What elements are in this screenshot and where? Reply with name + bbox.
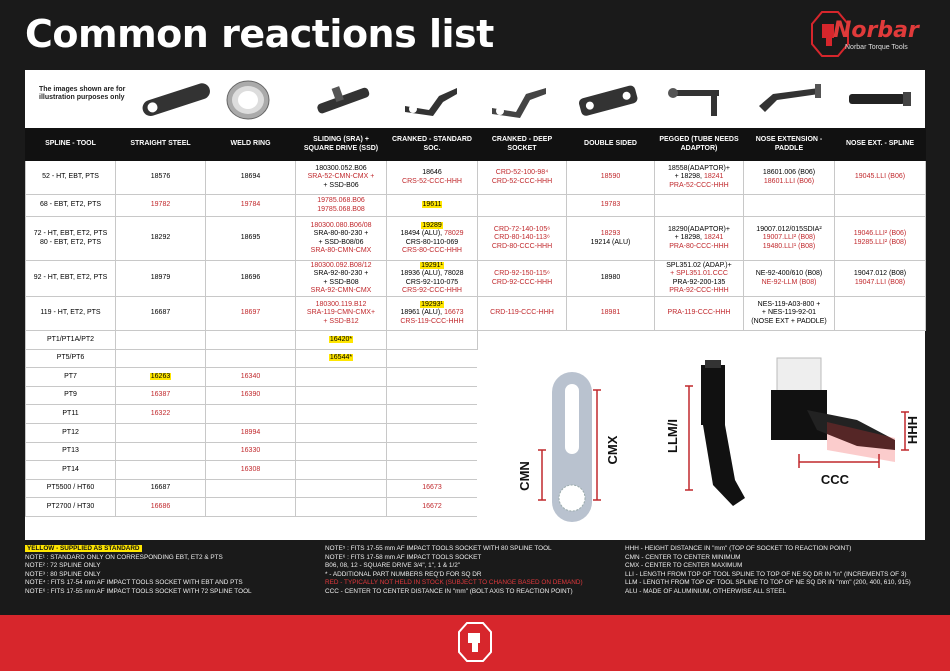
part-number: 19783: [600, 201, 621, 209]
part-number: SRA-92-CMN-CMX: [310, 286, 372, 294]
part-number: 19785.068.B06: [317, 197, 365, 205]
column-header: PEGGED (TUBE NEEDS ADAPTOR): [655, 129, 744, 161]
note-line: [25, 554, 325, 563]
part-number: + SSD-B12: [323, 317, 359, 325]
part-number: (NOSE EXT + PADDLE): [751, 317, 827, 325]
cranked-deep-cell: [478, 217, 567, 261]
part-number: 19047.012 (B08): [853, 270, 907, 278]
part-number-red: 18241: [703, 173, 724, 181]
part-number: SRA-52-CMN-CMX +: [307, 173, 375, 181]
sliding-cell: [296, 405, 387, 424]
pegged-cell: [655, 161, 744, 195]
part-number: 16330: [240, 447, 261, 455]
part-number: + 18298, 18241: [674, 234, 724, 242]
column-header: CRANKED - STANDARD SOC.: [387, 129, 478, 161]
spline-tool-cell: PT5500 / HT60: [26, 479, 116, 498]
column-header: CRANKED - DEEP SOCKET: [478, 129, 567, 161]
cranked-deep-image: [488, 76, 550, 122]
cranked-std-cell: [387, 405, 478, 424]
part-number: 19007.012/015SDIA²: [756, 226, 822, 234]
part-number: + 18298, 18241: [674, 173, 724, 181]
part-number: SRA-92-80-230 +: [313, 270, 369, 278]
part-number: 19045.LLI (B06): [854, 173, 906, 181]
note-text: NOTE⁶ : FITS 17-55 mm AF IMPACT TOOLS SOCKET WITH 72 SPLINE TOOL: [25, 587, 252, 595]
part-number: CRS-92-110-075: [405, 278, 459, 286]
sliding-cell: [296, 423, 387, 442]
cranked-std-cell: [387, 217, 478, 261]
table-header-row: [26, 129, 926, 161]
note-text: NOTE¹ : STANDARD ONLY ON CORRESPONDING EBT, ET2 & PTS: [25, 553, 223, 561]
note-line: [25, 545, 325, 554]
weld-cell: [206, 479, 296, 498]
part-number: 16686: [150, 503, 171, 511]
straight-cell: [116, 479, 206, 498]
note-line: [25, 588, 325, 597]
column-header: STRAIGHT STEEL: [116, 129, 206, 161]
cranked-std-cell: [387, 349, 478, 368]
cranked-std-cell: [387, 461, 478, 480]
note-line: [325, 562, 625, 571]
part-number: 18601.006 (B06): [762, 169, 816, 177]
footer-logo: [458, 622, 492, 662]
note-text: HHH - HEIGHT DISTANCE IN "mm" (TOP OF SOCKET TO REACTION POINT): [625, 545, 852, 552]
straight-cell: [116, 442, 206, 461]
part-number: + SPL351.01.CCC: [670, 270, 728, 278]
column-header: DOUBLE SIDED: [567, 129, 655, 161]
cranked-std-cell: [387, 297, 478, 331]
table-row: [26, 195, 926, 217]
part-number: 19293¹: [421, 301, 443, 309]
note-line: [625, 588, 925, 597]
spline-tool-cell: [26, 195, 116, 217]
cranked-std-cell: [387, 498, 478, 517]
note-text: * - ADDITIONAL PART NUMBERS REQ'D FOR SQ DR: [325, 570, 482, 578]
spline-tool-cell: PT12: [26, 423, 116, 442]
double-cell: [567, 195, 655, 217]
spline-label: 119 - HT, ET2, PTS: [40, 309, 101, 317]
notes: [25, 545, 925, 605]
double-cell: [567, 217, 655, 261]
column-header: NOSE EXTENSION - PADDLE: [744, 129, 835, 161]
sliding-cell: [296, 461, 387, 480]
column-header: SPLINE - TOOL: [26, 129, 116, 161]
note-line: [25, 571, 325, 580]
spline-tool-cell: PT13: [26, 442, 116, 461]
note-line: [625, 554, 925, 563]
weld-cell: [206, 423, 296, 442]
nose-paddle-cell: [744, 217, 835, 261]
part-number: 16687: [150, 484, 171, 492]
logo-name: Norbar: [833, 18, 919, 43]
part-number: 18576: [150, 173, 171, 181]
cranked-std-cell: [387, 195, 478, 217]
sliding-cell: [296, 161, 387, 195]
spline-label: 92 - HT, EBT, ET2, PTS: [33, 274, 108, 282]
sliding-cell: [296, 261, 387, 297]
note-text: ALU - MADE OF ALUMINIUM, OTHERWISE ALL STEEL: [625, 587, 787, 595]
part-number: 19611: [422, 201, 442, 209]
sliding-cell: [296, 442, 387, 461]
weld-cell: [206, 386, 296, 405]
part-number: PRA-119-CCC-HHH: [667, 309, 731, 317]
spline-label: 68 - EBT, ET2, PTS: [39, 201, 102, 209]
part-number: 19007.LLI² (B08): [762, 234, 816, 242]
spline-tool-cell: PT5/PT6: [26, 349, 116, 368]
weld-cell: [206, 161, 296, 195]
part-number: 18961 (ALU), 16673: [400, 309, 464, 317]
note-line: [325, 571, 625, 580]
note-line: [325, 554, 625, 563]
image-row: [25, 70, 925, 128]
cranked-std-cell: [387, 386, 478, 405]
note-text: NOTE² : 72 SPLINE ONLY: [25, 562, 101, 570]
part-number: 18290(ADAPTOR)+: [668, 226, 730, 234]
part-number: 18980: [600, 274, 621, 282]
part-number: CRD-119-CCC-HHH: [490, 309, 554, 317]
weld-cell: [206, 195, 296, 217]
reactions-sheet: [25, 70, 925, 540]
sliding-cell: [296, 217, 387, 261]
weld-cell: [206, 261, 296, 297]
spline-label: 80 - EBT, ET2, PTS: [39, 238, 102, 246]
part-number: 16263: [150, 372, 171, 380]
part-number: 16544*: [329, 354, 353, 362]
straight-steel-image: [133, 76, 218, 122]
part-number: 19291¹: [421, 262, 443, 270]
part-number: 16687: [150, 309, 171, 317]
note-line: [325, 545, 625, 554]
sliding-cell: [296, 195, 387, 217]
note-text: LLI - LENGTH FROM TOP OF TOOL SPLINE TO TOP OF NE SQ DR IN "in" (INCREMENTS OF 3): [625, 570, 907, 578]
part-number: CRD-92-150-115⁶: [494, 270, 550, 278]
logo-subtitle: Norbar Torque Tools: [845, 44, 908, 51]
part-number: 18646: [422, 169, 442, 177]
part-number: 18558(ADAPTOR)+: [668, 165, 730, 173]
double-sided-image: [575, 76, 640, 122]
part-number: 16673: [422, 484, 442, 492]
part-number: CRD-80-140-113⁶: [494, 234, 550, 242]
column-header: SLIDING (SRA) + SQUARE DRIVE (SSD): [296, 129, 387, 161]
straight-cell: [116, 461, 206, 480]
spline-tool-cell: [26, 217, 116, 261]
spline-tool-cell: [26, 297, 116, 331]
nose-spline-cell: [835, 297, 926, 331]
note-line: [25, 579, 325, 588]
pegged-cell: [655, 217, 744, 261]
part-number: 19782: [150, 201, 171, 209]
note-line: [25, 562, 325, 571]
part-number: 180300.119.B12: [315, 301, 367, 309]
part-number: 18494 (ALU), 78029: [400, 230, 464, 238]
table-row: [26, 261, 926, 297]
straight-cell: [116, 368, 206, 387]
cranked-deep-cell: [478, 195, 567, 217]
nose-paddle-cell: [744, 195, 835, 217]
table-row: [26, 331, 926, 350]
note-text: NOTE³ : 80 SPLINE ONLY: [25, 570, 101, 578]
note-text: NOTE⁴ : FITS 17-54 mm AF IMPACT TOOLS SOCKET WITH EBT AND PTS: [25, 579, 243, 587]
part-number: 19046.LLI² (B06): [853, 230, 907, 238]
part-number: + SSD-B06: [323, 181, 359, 189]
column-header: WELD RING: [206, 129, 296, 161]
note-line: [325, 579, 625, 588]
nose-extension-paddle-image: [753, 76, 828, 122]
dimensions-diagram: [477, 350, 925, 536]
part-number: CRD-72-140-105⁶: [493, 226, 551, 234]
weld-cell: [206, 498, 296, 517]
part-number: + SSD-B08/06: [318, 238, 364, 246]
column-header: NOSE EXT. - SPLINE: [835, 129, 926, 161]
llm-label: LLM/I: [665, 419, 680, 453]
straight-cell: [116, 423, 206, 442]
part-number: CRD-52-CCC-HHH: [491, 177, 553, 185]
table-row: [26, 161, 926, 195]
part-number: SRA-80-CMN-CMX: [310, 246, 372, 254]
straight-cell: [116, 349, 206, 368]
notes-column-1: [25, 545, 325, 597]
note-text: CMX - CENTER TO CENTER MAXIMUM: [625, 562, 743, 570]
weld-cell: [206, 368, 296, 387]
note-line: [625, 579, 925, 588]
spline-tool-cell: [26, 161, 116, 195]
weld-cell: [206, 217, 296, 261]
part-number: CRS-80-CCC-HHH: [402, 246, 462, 254]
part-number: CRS-52-CCC-HHH: [402, 177, 462, 185]
part-number: NE-92-LLM (B08): [761, 278, 817, 286]
pegged-cell: [655, 261, 744, 297]
cranked-socket-drawing: [771, 358, 909, 468]
note-text: CMN - CENTER TO CENTER MINIMUM: [625, 553, 741, 561]
double-cell: [567, 297, 655, 331]
nose-paddle-cell: [744, 161, 835, 195]
note-text: NOTE⁶ : FITS 17-58 mm AF IMPACT TOOLS SOCKET: [325, 553, 482, 561]
sliding-cell: [296, 479, 387, 498]
double-cell: [567, 261, 655, 297]
note-line: [325, 588, 625, 597]
part-number: PRA-52-CCC-HHH: [669, 181, 729, 189]
weld-cell: [206, 349, 296, 368]
part-number: 180300.092.B08/12: [310, 262, 372, 270]
part-number: CRS-80-110-069: [405, 238, 459, 246]
header: [0, 0, 950, 70]
part-number: 19480.LLI¹ (B08): [762, 242, 816, 250]
spline-label: 72 - HT, EBT, ET2, PTS: [33, 230, 108, 238]
notes-column-2: [325, 545, 625, 597]
cranked-deep-cell: [478, 261, 567, 297]
hhh-label: HHH: [905, 415, 920, 445]
part-number: CRD-92-CCC-HHH: [491, 278, 553, 286]
part-number: 18981: [600, 309, 621, 317]
part-number: CRD-52-100-98⁴: [495, 169, 549, 177]
part-number: 19285.LLI² (B08): [853, 238, 907, 246]
nose-spline-cell: [835, 217, 926, 261]
part-number: 16420*: [329, 335, 353, 343]
part-number: SRA-80-80-230 +: [313, 230, 369, 238]
cmx-label: CMX: [605, 435, 620, 465]
nose-spline-cell: [835, 195, 926, 217]
part-number: 18994: [240, 428, 261, 436]
cranked-std-cell: [387, 442, 478, 461]
double-cell: [567, 161, 655, 195]
nose-extension-drawing: [685, 360, 745, 506]
spline-tool-cell: PT1/PT1A/PT2: [26, 331, 116, 350]
part-number: 18696: [240, 274, 261, 282]
sliding-cell: [296, 331, 387, 350]
cranked-std-cell: [387, 423, 478, 442]
spline-tool-cell: PT14: [26, 461, 116, 480]
nose-spline-cell: [835, 261, 926, 297]
straight-cell: [116, 331, 206, 350]
part-number: PRA-80-CCC-HHH: [669, 242, 729, 250]
part-number: 19289: [422, 222, 442, 230]
part-number: + SSD-B08: [323, 278, 359, 286]
part-number: 18695: [240, 234, 261, 242]
straight-cell: [116, 498, 206, 517]
part-number: NE-92-400/610 (B08): [755, 270, 823, 278]
part-number: NES-119-A03-800 +: [757, 301, 821, 309]
weld-cell: [206, 461, 296, 480]
spline-tool-cell: PT7: [26, 368, 116, 387]
cranked-std-cell: [387, 479, 478, 498]
nose-paddle-cell: [744, 261, 835, 297]
note-text: LLM - LENGTH FROM TOP OF TOOL SPLINE TO TOP OF NE SQ DR IN "mm" (200, 400, 610, 915): [625, 579, 911, 587]
part-number: CRD-80-CCC-HHH: [491, 242, 553, 250]
note-line: [625, 545, 925, 554]
cmn-label: CMN: [517, 461, 532, 491]
part-number: SPL351.02 (ADAP.)+: [666, 262, 732, 270]
nose-extension-spline-image: [843, 76, 915, 122]
table-row: [26, 217, 926, 261]
weld-cell: [206, 442, 296, 461]
straight-cell: [116, 261, 206, 297]
part-number: 18293: [600, 230, 621, 238]
page-title: Common reactions list: [25, 12, 494, 56]
part-number: 19214 (ALU): [590, 238, 631, 246]
spline-tool-cell: [26, 261, 116, 297]
part-number: 18979: [150, 274, 171, 282]
part-number: 180300.080.B06/08: [310, 222, 372, 230]
sliding-cell: [296, 297, 387, 331]
slotted-arm-drawing: [538, 372, 601, 522]
part-number: 18590: [600, 173, 621, 181]
pegged-cell: [655, 297, 744, 331]
part-number: 19047.LLI (B08): [854, 278, 906, 286]
part-number: 16390: [240, 391, 261, 399]
sliding-cell: [296, 349, 387, 368]
sliding-cell: [296, 498, 387, 517]
straight-cell: [116, 195, 206, 217]
weld-cell: [206, 331, 296, 350]
part-number: SRA-119-CMN-CMX+: [306, 309, 376, 317]
part-number: 18694: [240, 173, 261, 181]
part-number: 18601.LLI (B06): [763, 177, 815, 185]
cranked-std-cell: [387, 261, 478, 297]
straight-cell: [116, 405, 206, 424]
part-number: 16322: [150, 410, 171, 418]
part-number-red: 78029: [444, 230, 464, 238]
note-line: [625, 571, 925, 580]
part-number-red: 16673: [444, 309, 464, 317]
part-number: PRA-92-CCC-HHH: [669, 286, 729, 294]
cranked-std-cell: [387, 331, 478, 350]
nose-paddle-cell: [744, 297, 835, 331]
part-number: 16340: [240, 372, 261, 380]
sliding-cell: [296, 386, 387, 405]
part-number: 18292: [150, 234, 171, 242]
notes-column-3: [625, 545, 925, 597]
note-text: RED - TYPICALLY NOT HELD IN STOCK (SUBJECT TO CHANGE BASED ON DEMAND): [325, 579, 583, 587]
straight-cell: [116, 297, 206, 331]
part-number: 16387: [150, 391, 171, 399]
part-number: 180300.052.B06: [315, 165, 367, 173]
note-text: YELLOW - SUPPLIED AS STANDARD: [27, 545, 140, 552]
part-number: 19784: [240, 201, 261, 209]
note-text: B06, 08, 12 - SQUARE DRIVE 3/4", 1", 1 & 1/2": [325, 562, 461, 570]
cranked-deep-cell: [478, 297, 567, 331]
cranked-standard-image: [399, 76, 461, 122]
pegged-image: [663, 76, 733, 122]
part-number: 18936 (ALU), 78028: [400, 270, 464, 278]
sliding-cell: [296, 368, 387, 387]
nose-spline-cell: [835, 161, 926, 195]
ccc-label: CCC: [820, 472, 850, 487]
part-number: 16308: [240, 465, 261, 473]
part-number: 18697: [240, 309, 261, 317]
spline-label: 52 - HT, EBT, PTS: [42, 173, 99, 181]
part-number-red: 18241: [703, 234, 724, 242]
part-number: + NES-119-92-01: [761, 309, 817, 317]
disclaimer: The images shown are for illustration purposes only: [39, 86, 126, 101]
part-number: 16672: [422, 503, 442, 511]
note-text: CCC - CENTER TO CENTER DISTANCE IN "mm" (BOLT AXIS TO REACTION POINT): [325, 587, 573, 595]
spline-tool-cell: PT2700 / HT30: [26, 498, 116, 517]
pegged-cell: [655, 195, 744, 217]
weld-ring-image: [223, 76, 273, 122]
part-number: CRS-92-CCC-HHH: [402, 286, 462, 294]
sliding-image: [310, 76, 375, 122]
note-line: [625, 562, 925, 571]
weld-cell: [206, 405, 296, 424]
straight-cell: [116, 386, 206, 405]
cranked-std-cell: [387, 368, 478, 387]
spline-tool-cell: PT11: [26, 405, 116, 424]
spline-tool-cell: PT9: [26, 386, 116, 405]
note-text: NOTE⁵ : FITS 17-55 mm AF IMPACT TOOLS SOCKET WITH 80 SPLINE TOOL: [325, 545, 552, 552]
cranked-deep-cell: [478, 161, 567, 195]
straight-cell: [116, 217, 206, 261]
table-row: [26, 297, 926, 331]
part-number: 19785.068.B08: [317, 205, 365, 213]
straight-cell: [116, 161, 206, 195]
cranked-std-cell: [387, 161, 478, 195]
part-number: PRA-92-200-135: [672, 278, 726, 286]
weld-cell: [206, 297, 296, 331]
part-number: CRS-119-CCC-HHH: [400, 317, 464, 325]
